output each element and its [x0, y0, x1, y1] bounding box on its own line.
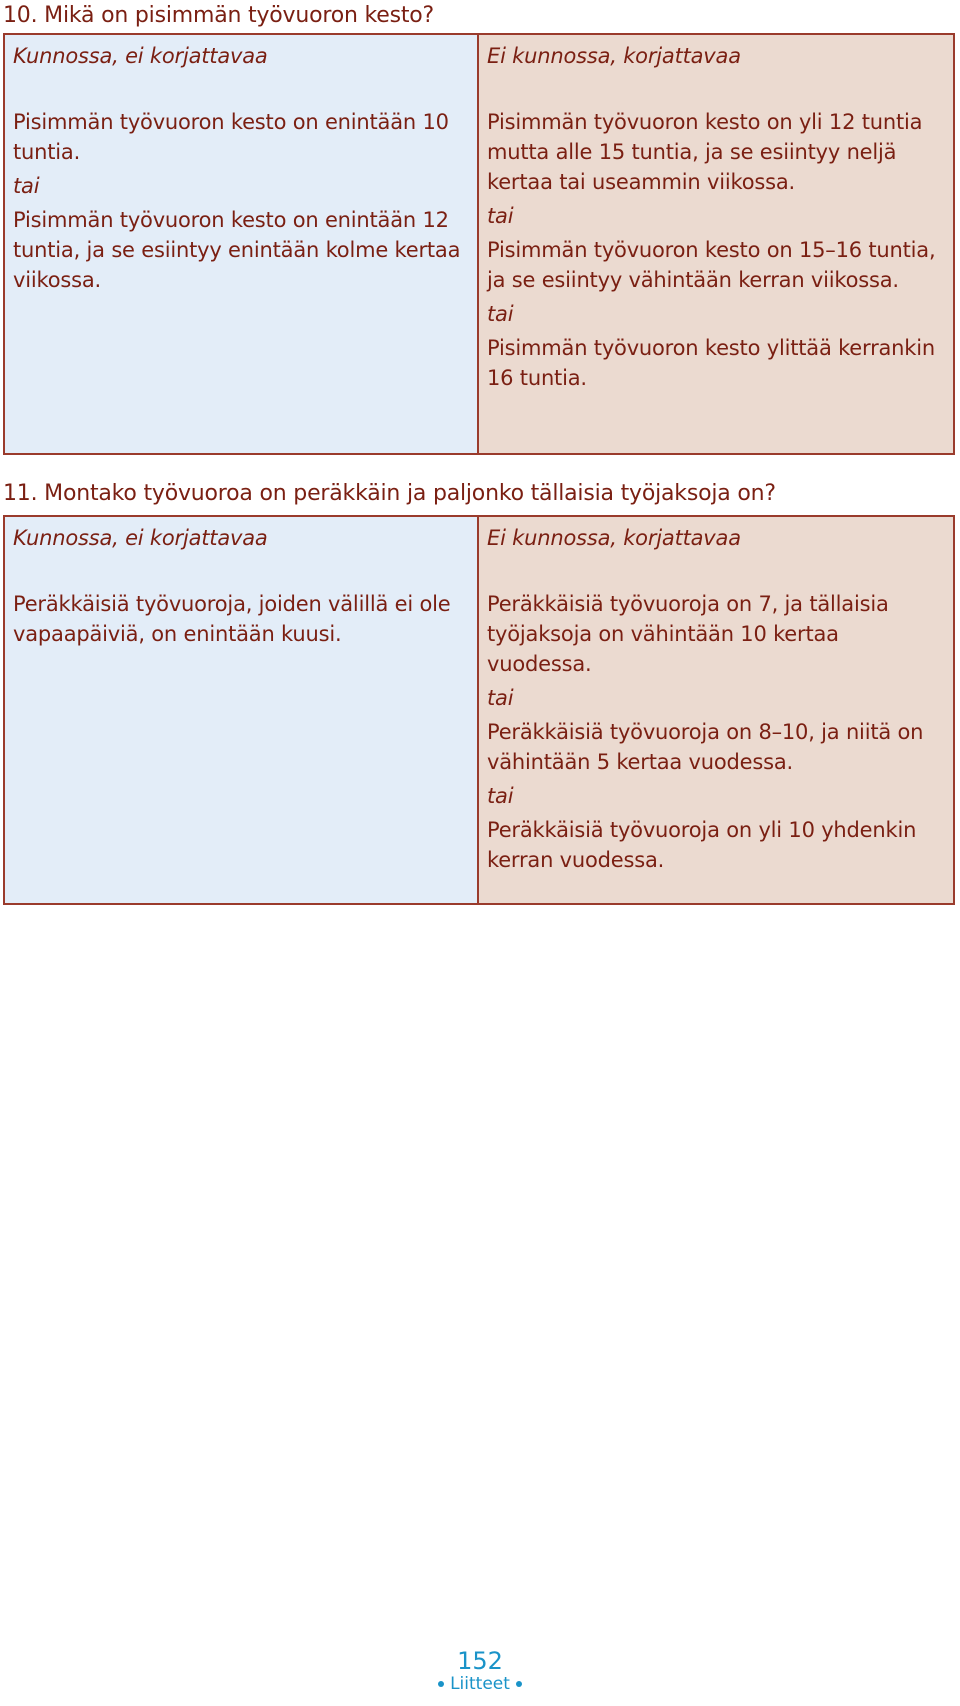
criterion-text: Peräkkäisiä työvuoroja on 8–10, ja niitä on vähintään 5 kertaa vuodessa.: [487, 720, 924, 774]
ok-column-heading: Kunnossa, ei korjattavaa: [13, 44, 268, 68]
criterion-text: Pisimmän työvuoron kesto on 15–16 tuntia, ja se esiintyy vähintään kerran viikossa.: [487, 238, 936, 292]
criterion-text: Pisimmän työvuoron kesto on enintään 12 tuntia, ja se esiintyy enintään kolme kertaa viikossa.: [13, 208, 461, 292]
criterion-text: Peräkkäisiä työvuoroja on 7, ja tällaisia työjaksoja on vähintään 10 kertaa vuodessa.: [487, 592, 889, 676]
not-ok-column-heading: Ei kunnossa, korjattavaa: [487, 526, 741, 550]
or-separator: tai: [487, 686, 514, 710]
not-ok-column: [479, 517, 953, 903]
question-11-table: [3, 515, 955, 905]
criterion-text: Peräkkäisiä työvuoroja on yli 10 yhdenkin kerran vuodessa.: [487, 818, 917, 872]
ok-column: [5, 517, 479, 903]
ok-column-heading: Kunnossa, ei korjattavaa: [13, 526, 268, 550]
section-label-text: Liitteet: [450, 1674, 510, 1694]
bullet-icon: [438, 1681, 444, 1687]
question-11-title: 11. Montako työvuoroa on peräkkäin ja paljonko tällaisia työjaksoja on?: [3, 481, 776, 506]
question-10-table: [3, 33, 955, 455]
criterion-text: Peräkkäisiä työvuoroja, joiden välillä ei ole vapaapäiviä, on enintään kuusi.: [13, 592, 451, 646]
not-ok-column-heading: Ei kunnossa, korjattavaa: [487, 44, 741, 68]
section-label: [0, 1674, 960, 1694]
or-separator: tai: [487, 784, 514, 808]
page-footer: [0, 1648, 960, 1694]
bullet-icon: [516, 1681, 522, 1687]
criterion-text: Pisimmän työvuoron kesto on enintään 10 tuntia.: [13, 110, 449, 164]
ok-column: [5, 35, 479, 453]
criterion-text: Pisimmän työvuoron kesto ylittää kerrankin 16 tuntia.: [487, 336, 936, 390]
or-separator: tai: [487, 302, 514, 326]
or-separator: tai: [13, 174, 40, 198]
criterion-text: Pisimmän työvuoron kesto on yli 12 tuntia mutta alle 15 tuntia, ja se esiintyy neljä kertaa tai useammin viikossa.: [487, 110, 923, 194]
or-separator: tai: [487, 204, 514, 228]
question-10-title: 10. Mikä on pisimmän työvuoron kesto?: [3, 3, 435, 28]
page-number: 152: [457, 1647, 503, 1675]
not-ok-column: [479, 35, 953, 453]
